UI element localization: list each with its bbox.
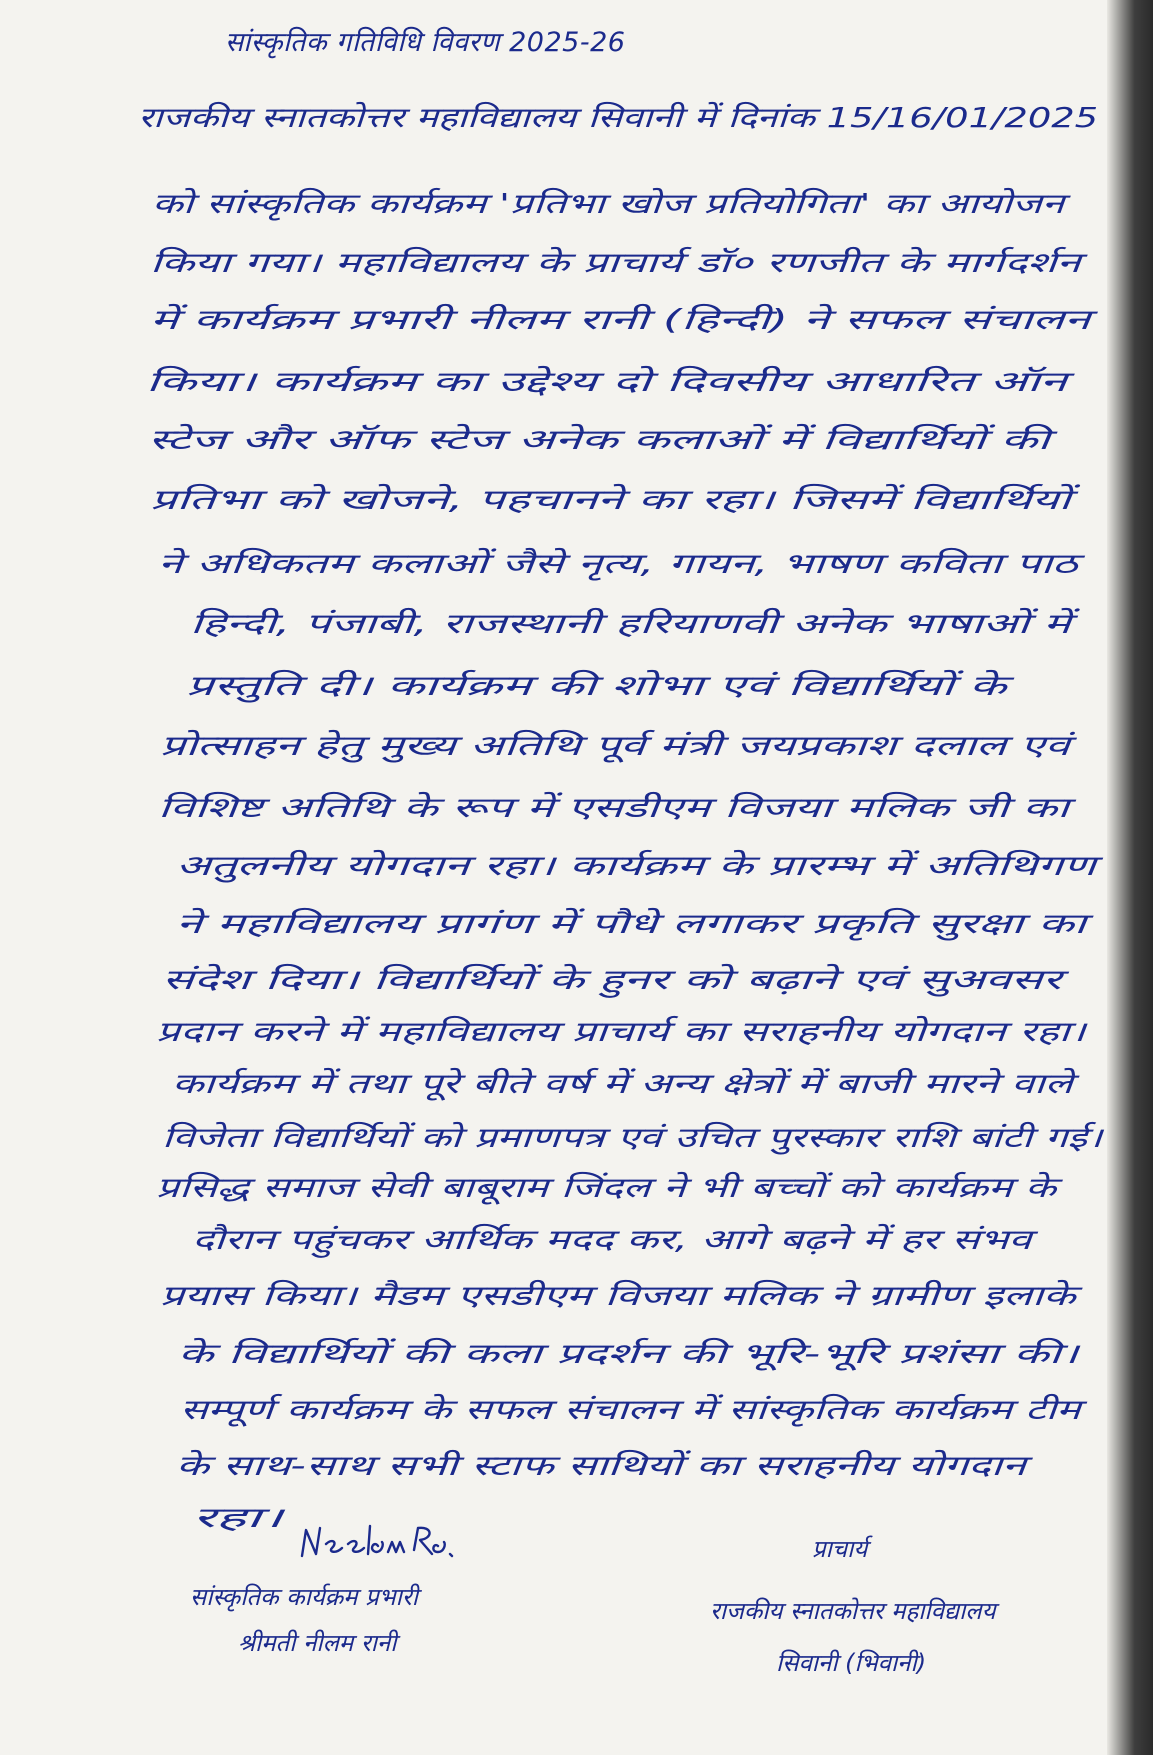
left-signatory-designation: सांस्कृतिक कार्यक्रम प्रभारी xyxy=(190,1583,418,1611)
handwritten-signature xyxy=(298,1520,458,1568)
body-line: किया। कार्यक्रम का उद्देश्य दो दिवसीय आधारित ऑन xyxy=(146,365,1067,398)
body-line: प्रयास किया। मैडम एसडीएम विजया मलिक ने ग्रामीण इलाके xyxy=(160,1279,1076,1312)
right-signatory-designation: प्राचार्य xyxy=(812,1535,868,1563)
body-line: राजकीय स्नातकोत्तर महाविद्यालय सिवानी में दिनांक 15/16/01/2025 xyxy=(138,101,1099,134)
body-line: प्रसिद्ध समाज सेवी बाबूराम जिंदल ने भी बच्चों को कार्यक्रम के xyxy=(156,1171,1057,1204)
right-signatory-institution: राजकीय स्नातकोत्तर महाविद्यालय xyxy=(710,1597,996,1625)
body-line: किया गया। महाविद्यालय के प्राचार्य डॉ० रणजीत के मार्गदर्शन xyxy=(150,246,1081,279)
right-signatory-place: सिवानी (भिवानी) xyxy=(776,1649,927,1677)
body-line: ने अधिकतम कलाओं जैसे नृत्य, गायन, भाषण कविता पाठ xyxy=(158,547,1078,580)
body-line: विजेता विद्यार्थियों को प्रमाणपत्र एवं उचित पुरस्कार राशि बांटी गई। xyxy=(162,1121,1103,1154)
body-line: के विद्यार्थियों की कला प्रदर्शन की भूरि-भूरि प्रशंसा की। xyxy=(178,1337,1079,1370)
body-line: को सांस्कृतिक कार्यक्रम 'प्रतिभा खोज प्रतियोगिता' का आयोजन xyxy=(152,187,1065,220)
body-line: प्रोत्साहन हेतु मुख्य अतिथि पूर्व मंत्री जयप्रकाश दलाल एवं xyxy=(160,729,1070,762)
body-line: अतुलनीय योगदान रहा। कार्यक्रम के प्रारम्भ में अतिथिगण xyxy=(176,849,1096,882)
body-line: संदेश दिया। विद्यार्थियों के हुनर को बढ़ाने एवं सुअवसर xyxy=(162,963,1062,996)
body-line: प्रदान करने में महाविद्यालय प्राचार्य का सराहनीय योगदान रहा। xyxy=(156,1015,1086,1048)
body-line: प्रतिभा को खोजने, पहचानने का रहा। जिसमें विद्यार्थियों xyxy=(150,483,1071,516)
body-line: दौरान पहुंचकर आर्थिक मदद कर, आगे बढ़ने में हर संभव xyxy=(192,1223,1032,1256)
page-edge-shadow xyxy=(1107,0,1153,1755)
left-signatory-name: श्रीमती नीलम रानी xyxy=(238,1629,397,1657)
body-line: के साथ-साथ सभी स्टाफ साथियों का सराहनीय योगदान xyxy=(176,1449,1026,1482)
body-line: प्रस्तुति दी। कार्यक्रम की शोभा एवं विद्यार्थियों के xyxy=(186,669,1007,702)
body-line: रहा। xyxy=(192,1501,283,1534)
body-line: सम्पूर्ण कार्यक्रम के सफल संचालन में सांस्कृतिक कार्यक्रम टीम xyxy=(180,1393,1081,1426)
body-line: स्टेज और ऑफ स्टेज अनेक कलाओं में विद्यार्थियों की xyxy=(148,423,1050,456)
body-line: विशिष्ट अतिथि के रूप में एसडीएम विजया मलिक जी का xyxy=(158,791,1069,824)
body-line: में कार्यक्रम प्रभारी नीलम रानी (हिन्दी) ने सफल संचालन xyxy=(150,303,1091,336)
body-line: कार्यक्रम में तथा पूरे बीते वर्ष में अन्य क्षेत्रों में बाजी मारने वाले xyxy=(172,1067,1073,1100)
body-line: ने महाविद्यालय प्रागंण में पौधे लगाकर प्रकृति सुरक्षा का xyxy=(176,907,1086,940)
page-title: सांस्कृतिक गतिविधि विवरण 2025-26 xyxy=(225,27,626,58)
body-line: हिन्दी, पंजाबी, राजस्थानी हरियाणवी अनेक भाषाओं में xyxy=(190,607,1071,640)
